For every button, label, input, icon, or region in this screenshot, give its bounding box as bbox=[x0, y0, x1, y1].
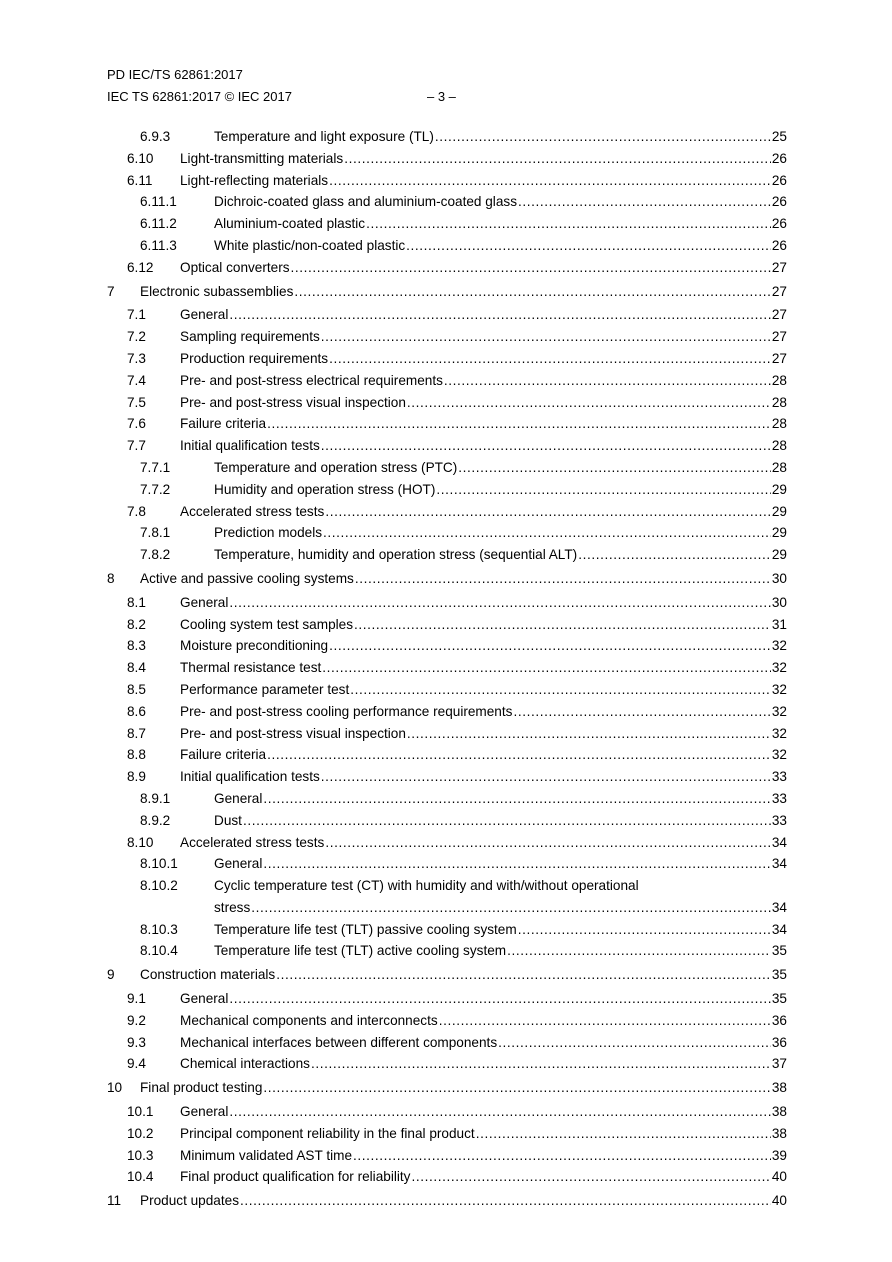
toc-entry[interactable] bbox=[107, 392, 787, 414]
toc-entry[interactable] bbox=[107, 148, 787, 170]
toc-entry-page: 33 bbox=[771, 769, 787, 785]
toc-entry-title: Cyclic temperature test (CT) with humidity and with/without operational bbox=[214, 878, 639, 894]
toc-entry-title: Pre- and post-stress electrical requirements bbox=[180, 372, 443, 388]
toc-leader-dots bbox=[406, 235, 771, 257]
toc-entry-page: 34 bbox=[771, 921, 787, 937]
copyright-line: IEC TS 62861:2017 © IEC 2017 bbox=[107, 89, 292, 104]
toc-entry-number: 6.9.3 bbox=[140, 129, 171, 144]
toc-entry[interactable] bbox=[107, 635, 787, 657]
toc-leader-dots bbox=[240, 1190, 771, 1212]
toc-entry-page: 32 bbox=[771, 681, 787, 697]
toc-entry-page: 29 bbox=[771, 547, 787, 563]
toc-entry-title: Failure criteria bbox=[180, 747, 267, 763]
toc-leader-dots bbox=[294, 281, 771, 303]
toc-entry-title: Initial qualification tests bbox=[180, 438, 320, 454]
toc-entry[interactable] bbox=[107, 1077, 787, 1099]
toc-entry-title: Temperature life test (TLT) active cooling system bbox=[214, 943, 507, 959]
toc-entry-page: 36 bbox=[771, 1034, 787, 1050]
toc-entry-title: Final product testing bbox=[140, 1080, 263, 1096]
toc-entry-title: Accelerated stress tests bbox=[180, 503, 325, 519]
toc-entry-page: 26 bbox=[771, 237, 787, 253]
toc-entry-title: Humidity and operation stress (HOT) bbox=[214, 481, 436, 497]
toc-entry-number: 6.11.2 bbox=[140, 216, 177, 232]
toc-entry-number: 9.2 bbox=[127, 1012, 146, 1028]
toc-entry-title: Prediction models bbox=[214, 525, 323, 541]
toc-entry-title: General bbox=[214, 790, 263, 806]
toc-entry-number: 9.3 bbox=[127, 1034, 146, 1050]
toc-leader-dots bbox=[276, 964, 771, 986]
toc-entry-number: 6.11.1 bbox=[140, 194, 177, 210]
toc-entry-page: 37 bbox=[771, 1056, 787, 1072]
toc-entry-number: 11 bbox=[107, 1193, 122, 1209]
toc-entry-page: 38 bbox=[771, 1125, 787, 1141]
toc-entry-number: 8.9.1 bbox=[140, 790, 171, 806]
toc-entry-title: Dust bbox=[214, 812, 242, 828]
toc-entry-title: Temperature, humidity and operation stress (sequential ALT) bbox=[214, 547, 578, 563]
toc-entry-page: 26 bbox=[771, 150, 787, 166]
toc-leader-dots bbox=[263, 1077, 770, 1099]
toc-entry-number: 8.4 bbox=[127, 660, 146, 676]
toc-entry[interactable] bbox=[107, 875, 787, 919]
toc-entry-page: 26 bbox=[771, 172, 787, 188]
toc-entry[interactable] bbox=[107, 170, 787, 192]
toc-entry-number: 8.10.3 bbox=[140, 921, 178, 937]
toc-entry-title: Aluminium-coated plastic bbox=[214, 216, 366, 232]
toc-entry-title: General bbox=[214, 856, 263, 872]
toc-entry[interactable] bbox=[107, 1032, 787, 1054]
toc-entry[interactable] bbox=[107, 501, 787, 523]
toc-leader-dots bbox=[436, 479, 771, 501]
toc-entry-number: 8.9 bbox=[127, 769, 146, 785]
toc-entry-title: General bbox=[180, 307, 229, 323]
toc-entry-title: Mechanical interfaces between different components bbox=[180, 1034, 498, 1050]
toc-entry-number: 8 bbox=[107, 570, 115, 586]
toc-entry-title-continued: stress bbox=[214, 899, 251, 915]
page-number: – 3 – bbox=[427, 89, 456, 104]
toc-entry[interactable] bbox=[107, 592, 787, 614]
toc-entry-page: 27 bbox=[771, 329, 787, 345]
toc-entry-page: 32 bbox=[771, 747, 787, 763]
toc-leader-dots bbox=[439, 1010, 771, 1032]
toc-entry-number: 6.11.3 bbox=[140, 237, 177, 253]
toc-entry[interactable] bbox=[107, 304, 787, 326]
toc-entry[interactable] bbox=[107, 257, 787, 279]
toc-entry-number: 8.1 bbox=[127, 594, 146, 610]
toc-entry-number: 7.7.2 bbox=[140, 481, 171, 497]
toc-entry-page: 28 bbox=[771, 394, 787, 410]
toc-leader-dots bbox=[325, 832, 771, 854]
toc-leader-dots bbox=[407, 392, 771, 414]
toc-entry-number: 7.4 bbox=[127, 372, 146, 388]
toc-entry-page: 31 bbox=[771, 616, 787, 632]
toc-entry-number: 8.8 bbox=[127, 747, 146, 763]
toc-entry-number: 8.5 bbox=[127, 681, 146, 697]
toc-entry-number: 7.1 bbox=[127, 307, 146, 323]
toc-leader-dots bbox=[498, 1032, 771, 1054]
toc-leader-dots bbox=[354, 614, 771, 636]
toc-entry[interactable] bbox=[107, 723, 787, 745]
toc-entry[interactable] bbox=[107, 766, 787, 788]
toc-entry-number: 7 bbox=[107, 283, 115, 299]
header-line-1 bbox=[107, 64, 707, 86]
toc-entry-title: General bbox=[180, 1104, 229, 1120]
toc-entry[interactable] bbox=[107, 853, 787, 875]
toc-entry-page: 34 bbox=[771, 899, 787, 915]
toc-entry-page: 33 bbox=[771, 812, 787, 828]
toc-entry-title: Chemical interactions bbox=[180, 1056, 310, 1072]
toc-entry-title: Minimum validated AST time bbox=[180, 1147, 352, 1163]
toc-entry[interactable] bbox=[107, 964, 787, 986]
toc-entry-title: Mechanical components and interconnects bbox=[180, 1012, 438, 1028]
toc-entry[interactable] bbox=[107, 788, 787, 810]
toc-entry-number: 7.8.1 bbox=[140, 525, 171, 541]
toc-leader-dots bbox=[366, 213, 771, 235]
toc-leader-dots bbox=[325, 501, 771, 523]
toc-leader-dots bbox=[321, 326, 771, 348]
toc-leader-dots bbox=[267, 744, 771, 766]
toc-entry[interactable] bbox=[107, 235, 787, 257]
toc-entry-title: Moisture preconditioning bbox=[180, 638, 329, 654]
toc-leader-dots bbox=[507, 940, 771, 962]
toc-entry-page: 38 bbox=[771, 1104, 787, 1120]
toc-entry-title: Light-transmitting materials bbox=[180, 150, 344, 166]
toc-leader-dots bbox=[263, 788, 771, 810]
toc-entry-title: Failure criteria bbox=[180, 416, 267, 432]
toc-leader-dots bbox=[411, 1166, 770, 1188]
toc-entry-number: 9.4 bbox=[127, 1056, 146, 1072]
toc-leader-dots bbox=[229, 304, 771, 326]
toc-entry-title: Active and passive cooling systems bbox=[140, 570, 354, 586]
toc-entry-number: 10.4 bbox=[127, 1169, 154, 1185]
toc-entry-page: 27 bbox=[771, 307, 787, 323]
toc-entry-number: 8.10 bbox=[127, 834, 154, 850]
toc-entry-number: 7.2 bbox=[127, 329, 146, 345]
toc-entry-number: 9.1 bbox=[127, 991, 146, 1007]
toc-entry-page: 36 bbox=[771, 1012, 787, 1028]
toc-entry[interactable] bbox=[107, 568, 787, 590]
toc-entry-number: 8.3 bbox=[127, 638, 146, 654]
toc-entry-number: 10.1 bbox=[127, 1104, 154, 1120]
toc-leader-dots bbox=[322, 657, 771, 679]
toc-entry-page: 34 bbox=[771, 856, 787, 872]
page-header bbox=[107, 64, 707, 108]
toc-entry-number: 7.8 bbox=[127, 503, 146, 519]
toc-entry-number: 7.3 bbox=[127, 350, 146, 366]
toc-entry[interactable] bbox=[107, 1123, 787, 1145]
toc-entry[interactable] bbox=[107, 348, 787, 370]
toc-leader-dots bbox=[329, 348, 771, 370]
toc-entry-title: Light-reflecting materials bbox=[180, 172, 329, 188]
toc-leader-dots bbox=[518, 191, 771, 213]
toc-leader-dots bbox=[578, 544, 771, 566]
toc-entry-page: 27 bbox=[771, 259, 787, 275]
toc-entry-page: 26 bbox=[771, 194, 787, 210]
toc-leader-dots bbox=[321, 435, 771, 457]
toc-entry[interactable] bbox=[107, 457, 787, 479]
toc-leader-dots bbox=[518, 919, 771, 941]
toc-entry-number: 8.10.2 bbox=[140, 878, 178, 894]
toc-entry-title: White plastic/non-coated plastic bbox=[214, 237, 406, 253]
toc-entry[interactable] bbox=[107, 832, 787, 854]
toc-entry-page: 29 bbox=[771, 503, 787, 519]
toc-entry-page: 35 bbox=[771, 991, 787, 1007]
toc-entry-title: Construction materials bbox=[140, 967, 276, 983]
toc-leader-dots bbox=[321, 766, 771, 788]
toc-entry-title: General bbox=[180, 991, 229, 1007]
toc-entry-number: 6.10 bbox=[127, 150, 154, 166]
toc-entry-number: 8.2 bbox=[127, 616, 146, 632]
toc-entry-page: 35 bbox=[771, 967, 787, 983]
toc-leader-dots bbox=[329, 635, 771, 657]
toc-entry-page: 35 bbox=[771, 943, 787, 959]
toc-leader-dots bbox=[355, 568, 771, 590]
toc-entry-number: 7.6 bbox=[127, 416, 146, 432]
toc-leader-dots bbox=[435, 126, 771, 148]
toc-entry-title: Temperature and light exposure (TL) bbox=[214, 129, 434, 144]
toc-entry-title: Pre- and post-stress visual inspection bbox=[180, 394, 406, 410]
toc-entry-title: Initial qualification tests bbox=[180, 769, 320, 785]
toc-entry[interactable] bbox=[107, 614, 787, 636]
toc-entry-title: Optical converters bbox=[180, 259, 290, 275]
toc-leader-dots bbox=[323, 522, 771, 544]
toc-entry-title: Temperature life test (TLT) passive cooling system bbox=[214, 921, 517, 937]
toc-entry-number: 7.5 bbox=[127, 394, 146, 410]
toc-leader-dots bbox=[267, 413, 771, 435]
toc-entry[interactable] bbox=[107, 1010, 787, 1032]
toc-entry-title: Sampling requirements bbox=[180, 329, 320, 345]
toc-entry-page: 28 bbox=[771, 416, 787, 432]
toc-leader-dots bbox=[263, 853, 771, 875]
toc-entry-page: 28 bbox=[771, 372, 787, 388]
toc-leader-dots bbox=[291, 257, 771, 279]
toc-leader-dots bbox=[458, 457, 771, 479]
toc-entry[interactable] bbox=[107, 919, 787, 941]
toc-entry-title: Pre- and post-stress visual inspection bbox=[180, 725, 406, 741]
toc-entry[interactable] bbox=[107, 213, 787, 235]
toc-entry[interactable] bbox=[107, 1190, 787, 1212]
toc-entry-page: 40 bbox=[771, 1193, 787, 1209]
toc-entry-page: 27 bbox=[771, 283, 787, 299]
toc-entry[interactable] bbox=[107, 479, 787, 501]
toc-entry-title: Product updates bbox=[140, 1193, 239, 1209]
toc-leader-dots bbox=[229, 592, 771, 614]
toc-entry-title: Pre- and post-stress cooling performance requirements bbox=[180, 703, 513, 719]
toc-entry-number: 6.11 bbox=[127, 172, 153, 188]
toc-entry-page: 29 bbox=[771, 481, 787, 497]
toc-entry[interactable] bbox=[107, 435, 787, 457]
toc-leader-dots bbox=[229, 1101, 771, 1123]
toc-entry-page: 32 bbox=[771, 703, 787, 719]
toc-entry-number: 7.7 bbox=[127, 438, 146, 454]
toc-entry-title: Production requirements bbox=[180, 350, 329, 366]
toc-entry[interactable] bbox=[107, 544, 787, 566]
toc-entry-number: 9 bbox=[107, 967, 115, 983]
toc-entry-title: Dichroic-coated glass and aluminium-coated glass bbox=[214, 194, 517, 210]
toc-entry[interactable] bbox=[107, 522, 787, 544]
toc-entry-number: 10.3 bbox=[127, 1147, 154, 1163]
toc-entry-title: Thermal resistance test bbox=[180, 660, 322, 676]
toc-leader-dots bbox=[243, 810, 771, 832]
toc-leader-dots bbox=[311, 1053, 771, 1075]
toc-entry[interactable] bbox=[107, 744, 787, 766]
toc-entry-page: 26 bbox=[771, 216, 787, 232]
toc-entry-title: Performance parameter test bbox=[180, 681, 350, 697]
toc-entry[interactable] bbox=[107, 413, 787, 435]
toc-entry-title: Temperature and operation stress (PTC) bbox=[214, 459, 458, 475]
toc-entry[interactable] bbox=[107, 191, 787, 213]
toc-entry-number: 8.10.4 bbox=[140, 943, 178, 959]
toc-leader-dots bbox=[407, 723, 771, 745]
toc-entry-page: 27 bbox=[771, 350, 787, 366]
toc-entry-page: 25 bbox=[771, 129, 787, 144]
toc-entry-page: 34 bbox=[771, 834, 787, 850]
document-id: PD IEC/TS 62861:2017 bbox=[107, 67, 243, 82]
toc-entry[interactable] bbox=[107, 281, 787, 303]
toc-entry-number: 7.8.2 bbox=[140, 547, 171, 563]
toc-entry[interactable] bbox=[107, 701, 787, 723]
toc-leader-dots bbox=[353, 1145, 771, 1167]
toc-entry-number: 10.2 bbox=[127, 1125, 154, 1141]
toc-entry-number: 8.6 bbox=[127, 703, 146, 719]
toc-entry-title: Cooling system test samples bbox=[180, 616, 354, 632]
toc-entry[interactable] bbox=[107, 326, 787, 348]
toc-entry-page: 32 bbox=[771, 638, 787, 654]
toc-leader-dots bbox=[350, 679, 771, 701]
toc-entry-page: 32 bbox=[771, 660, 787, 676]
toc-entry-page: 33 bbox=[771, 790, 787, 806]
toc-leader-dots bbox=[329, 170, 771, 192]
toc-leader-dots bbox=[344, 148, 771, 170]
toc-leader-dots bbox=[513, 701, 770, 723]
toc-entry-number: 8.10.1 bbox=[140, 856, 178, 872]
toc-entry-number: 6.12 bbox=[127, 259, 154, 275]
toc-leader-dots bbox=[444, 370, 771, 392]
table-of-contents bbox=[107, 126, 787, 1212]
toc-entry-page: 29 bbox=[771, 525, 787, 541]
toc-entry-page: 39 bbox=[771, 1147, 787, 1163]
toc-entry[interactable] bbox=[107, 679, 787, 701]
toc-entry-title: Final product qualification for reliability bbox=[180, 1169, 411, 1185]
toc-entry-number: 7.7.1 bbox=[140, 459, 171, 475]
toc-entry-title: Electronic subassemblies bbox=[140, 283, 294, 299]
toc-entry[interactable] bbox=[107, 1166, 787, 1188]
toc-entry-page: 28 bbox=[771, 459, 787, 475]
toc-entry-number: 10 bbox=[107, 1080, 123, 1096]
toc-entry-title: Principal component reliability in the final product bbox=[180, 1125, 475, 1141]
toc-entry-page: 32 bbox=[771, 725, 787, 741]
toc-entry[interactable] bbox=[107, 940, 787, 962]
toc-entry-title: General bbox=[180, 594, 229, 610]
toc-leader-dots bbox=[229, 988, 771, 1010]
toc-entry-number: 8.7 bbox=[127, 725, 146, 741]
toc-entry-page: 40 bbox=[771, 1169, 787, 1185]
toc-entry-page: 30 bbox=[771, 570, 787, 586]
toc-entry[interactable] bbox=[107, 370, 787, 392]
toc-entry[interactable] bbox=[107, 1145, 787, 1167]
toc-entry[interactable] bbox=[107, 1101, 787, 1123]
toc-entry-title: Accelerated stress tests bbox=[180, 834, 325, 850]
toc-entry[interactable] bbox=[107, 988, 787, 1010]
header-line-2 bbox=[107, 86, 707, 108]
toc-entry[interactable] bbox=[107, 126, 787, 148]
toc-entry-number: 8.9.2 bbox=[140, 812, 171, 828]
toc-entry[interactable] bbox=[107, 1053, 787, 1075]
toc-entry-page: 28 bbox=[771, 438, 787, 454]
toc-entry[interactable] bbox=[107, 810, 787, 832]
toc-entry-page: 38 bbox=[771, 1080, 787, 1096]
toc-leader-dots bbox=[251, 897, 771, 919]
toc-entry-page: 30 bbox=[771, 594, 787, 610]
toc-entry[interactable] bbox=[107, 657, 787, 679]
toc-leader-dots bbox=[476, 1123, 771, 1145]
